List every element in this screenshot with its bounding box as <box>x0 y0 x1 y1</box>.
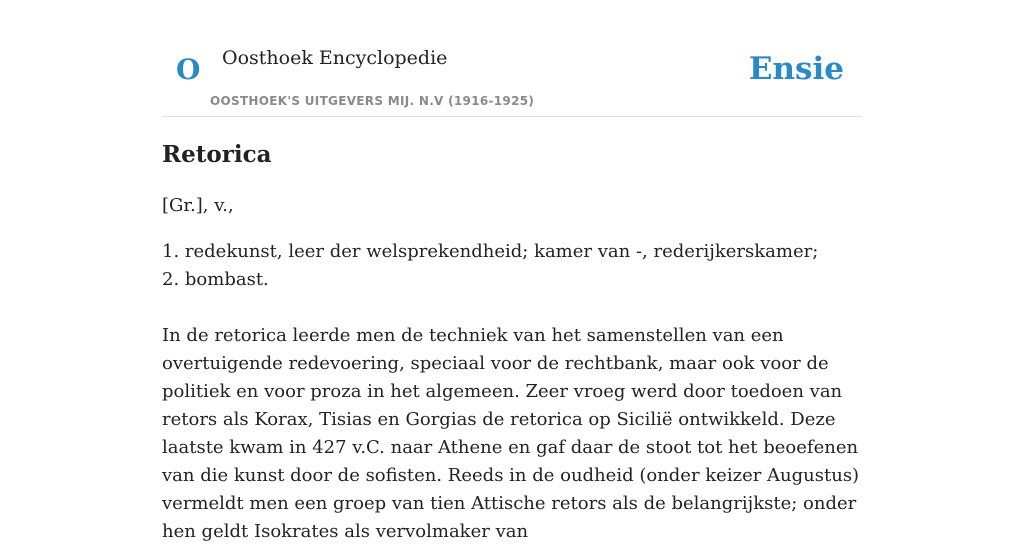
definition-item: 1. redekunst, leer der welsprekendheid; kamer van -, rederijkerskamer; <box>162 241 819 262</box>
source-logo: O <box>176 53 201 86</box>
ensie-logo-link[interactable]: Ensie <box>748 51 844 87</box>
source-publisher: OOSTHOEK'S UITGEVERS MIJ. N.V (1916-1925) <box>210 94 535 108</box>
definitions-list <box>162 238 862 294</box>
article-title: Retorica <box>162 141 272 168</box>
page-container <box>162 0 862 542</box>
definition-item: 2. bombast. <box>162 269 269 290</box>
source-title-link[interactable]: Oosthoek Encyclopedie <box>222 47 448 69</box>
source-header <box>162 0 862 117</box>
article-body: In de retorica leerde men de techniek van het samenstellen van een overtuigende redevoering, speciaal voor de rechtbank, maar ook voor de politiek en voor proza in het algemeen. Zeer vroeg werd door toedoen van retors als Korax, Tisias en Gorgias de retorica op Sicilië ontwikkeld. Deze laatste kwam in 427 v.C. naar Athene en gaf daar de stoot tot het beoefenen van die kunst door de sofisten. Reeds in de oudheid (onder keizer Augustus) vermeldt men een groep van tien Attische retors als de belangrijkste; onder hen geldt Isokrates als vervolmaker van <box>162 325 860 542</box>
article <box>162 140 862 546</box>
grammar-note: [Gr.], v., <box>162 195 234 216</box>
